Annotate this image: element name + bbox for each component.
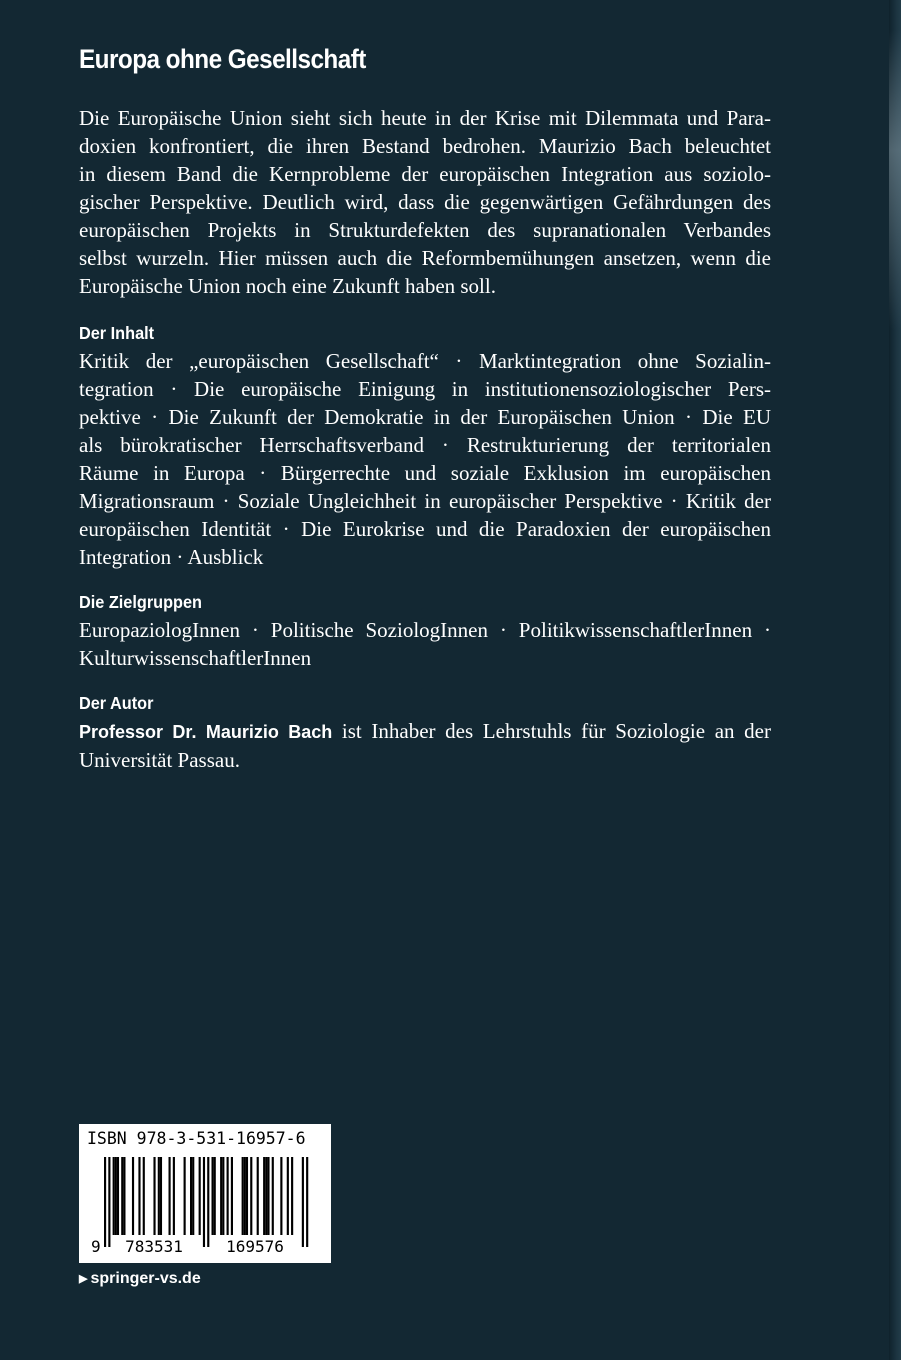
barcode-bar	[104, 1157, 106, 1247]
barcode-bar	[220, 1157, 222, 1235]
inhalt-line: Integration · Ausblick	[79, 545, 264, 569]
barcode-bar	[190, 1157, 192, 1235]
barcode-bar	[160, 1157, 162, 1235]
barcode-bar	[214, 1157, 216, 1235]
barcode-bar	[231, 1157, 233, 1235]
barcode-bar	[123, 1157, 125, 1235]
intro-line: Die Europäische Union sieht sich heute in der Krise mit Dilemmata und Para-	[79, 106, 771, 130]
barcode-bar	[257, 1157, 259, 1235]
autor-heading: Der Autor	[79, 693, 154, 713]
intro-line: europäischen Projekts in Strukturdefekten des supranationalen Verbandes	[79, 218, 771, 242]
inhalt-line: europäischen Identität · Die Eurokrise und die Paradoxien der europäischen	[79, 517, 771, 541]
inhalt-line: pektive · Die Zukunft der Demokratie in der Europäischen Union · Die EU	[79, 405, 771, 429]
barcode-bar	[291, 1157, 293, 1235]
zielgruppen-section	[79, 588, 771, 672]
barcode-bar	[132, 1157, 134, 1235]
inhalt-line: Räume in Europa · Bürgerrechte und soziale Exklusion im europäischen	[79, 461, 771, 485]
barcode-digits-left: 783531	[125, 1237, 183, 1256]
barcode-bar	[250, 1157, 252, 1235]
intro-line: doxien konfrontiert, die ihren Bestand bedrohen. Maurizio Bach beleuchtet	[79, 134, 771, 158]
barcode-bar	[153, 1157, 155, 1235]
barcode-bar	[287, 1157, 289, 1235]
barcode-bar	[117, 1157, 119, 1235]
barcode-bar	[138, 1157, 140, 1235]
barcode-bar	[222, 1157, 224, 1235]
triangle-right-icon: ▶	[79, 1273, 88, 1285]
barcode-bar	[207, 1157, 209, 1247]
website-label: springer-vs.de	[90, 1270, 201, 1287]
barcode-bar	[169, 1157, 171, 1235]
author-description: ist Inhaber des Lehrstuhls für Soziologie an der	[332, 719, 771, 743]
author-name: Professor Dr. Maurizio Bach	[79, 722, 333, 742]
barcode-bar	[306, 1157, 308, 1247]
barcode-bar	[108, 1157, 110, 1247]
book-title: Europa ohne Gesellschaft	[79, 44, 366, 74]
zielgruppen-heading: Die Zielgruppen	[79, 592, 202, 612]
spine-highlight	[889, 30, 901, 330]
barcode-bar	[113, 1157, 115, 1235]
intro-line: selbst wurzeln. Hier müssen auch die Reformbemühungen ansetzen, wenn die	[79, 246, 771, 270]
barcode-bar	[192, 1157, 194, 1235]
inhalt-line: tegration · Die europäische Einigung in institutionensoziologischer Pers-	[79, 377, 771, 401]
autor-line: Universität Passau.	[79, 748, 240, 772]
autor-line	[79, 717, 771, 746]
intro-line: gischer Perspektive. Deutlich wird, dass die gegenwärtigen Gefährdungen des	[79, 190, 771, 214]
inhalt-line: als bürokratischer Herrschaftsverband · Restrukturierung der territorialen	[79, 433, 771, 457]
barcode-bar	[173, 1157, 175, 1235]
autor-section	[79, 689, 771, 774]
barcode-bar	[121, 1157, 123, 1235]
zielgruppen-line: EuropaziologInnen · Politische SoziologInnen · PolitikwissenschaftlerInnen ·	[79, 618, 771, 642]
website-link[interactable]	[79, 1270, 201, 1288]
barcode-bar	[263, 1157, 265, 1235]
barcode-bar	[212, 1157, 214, 1235]
barcode-bar	[143, 1157, 145, 1235]
inhalt-section	[79, 319, 771, 571]
intro-line: in diesem Band die Kernprobleme der europäischen Integration aus soziolo-	[79, 162, 771, 186]
barcode-bar	[184, 1157, 186, 1235]
barcode-bar	[199, 1157, 201, 1235]
barcode-bar	[280, 1157, 282, 1235]
inhalt-line: Kritik der „europäischen Gesellschaft“ · Marktintegration ohne Sozialin-	[79, 349, 771, 373]
barcode-bar	[244, 1157, 246, 1235]
barcode-bar	[203, 1157, 205, 1247]
inhalt-heading: Der Inhalt	[79, 323, 155, 343]
barcode-bar	[246, 1157, 248, 1235]
barcode-bar	[115, 1157, 117, 1235]
barcode-bar	[242, 1157, 244, 1235]
intro-paragraph	[79, 104, 771, 300]
barcode-label	[79, 1124, 331, 1263]
book-spine-edge	[889, 0, 901, 1360]
barcode-bar	[302, 1157, 304, 1247]
barcode-bar	[267, 1157, 269, 1235]
intro-line: Europäische Union noch eine Zukunft haben soll.	[79, 274, 496, 298]
barcode-digit-lead: 9	[91, 1237, 101, 1256]
barcode-bar	[265, 1157, 267, 1235]
barcode-bar	[227, 1157, 229, 1235]
barcode-bar	[272, 1157, 274, 1235]
zielgruppen-line: KulturwissenschaftlerInnen	[79, 646, 312, 670]
isbn-text: ISBN 978-3-531-16957-6	[87, 1129, 306, 1148]
inhalt-line: Migrationsraum · Soziale Ungleichheit in europäischer Perspektive · Kritik der	[79, 489, 771, 513]
barcode-bar	[158, 1157, 160, 1235]
barcode-digits-right: 169576	[226, 1237, 284, 1256]
